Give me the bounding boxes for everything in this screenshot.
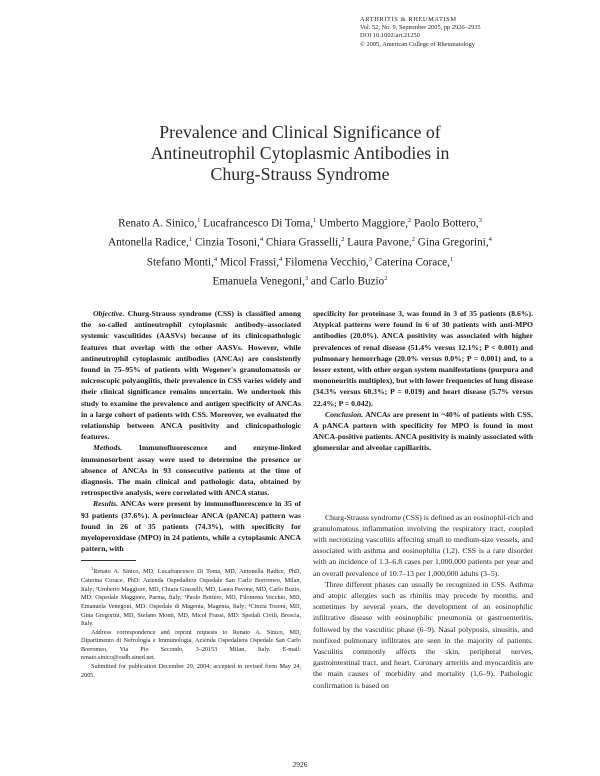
abstract-results-continued: specificity for proteinase 3, was found in 3 of 35 patients (8.6%). Atypical patterns were found in 6 of 30 patients with anti-MPO antibodies (20.0%). ANCA positivity was associated with higher prevalences of renal disease (51.4% versus 12.1%; P < 0.001) and pulmonary hemorrhage (20.0% versus 0.0%; P = 0.001) and, to a lesser extent, with other organ system manifestations (purpura and mononeuritis multiplex), but with lower frequencies of lung disease (34.3% versus 60.3%; P = 0.019) and heart disease (5.7% versus 22.4%; P = 0.042). [313,309,533,408]
footnote-correspondence [81,629,301,663]
author-affiliation: 2 [411,236,415,244]
abstract-text: Churg-Strauss syndrome (CSS) is classified among the so-called antineutrophil cytoplasmic antibody–associated systemic vasculitides (AASVs) because of its clinicopathologic features that overlap with the other AASVs. However, while antineutrophil cytoplasmic antibodies (ANCAs) are consistently found in 75–95% of patients with Wegener's granulomatosis or microscopic polyangiitis, their prevalence in CSS varies widely and their clinical significance remains uncertain. We undertook this study to examine the prevalence and antigen specificity of ANCAs in a large cohort of patients with CSS. Moreover, we evaluated the relationship between ANCA positivity and clinicopathologic features. [81,309,301,442]
paragraph-text: Churg-Strauss syndrome (CSS) is defined as an eosinophil-rich and granulomatous inflammation involving the respiratory tract, coupled with necrotizing vasculitis affecting small to medium-size vessels, and associated with asthma and eosinophilia (1,2). CSS is a rare disorder with an incidence of 1.3–6.8 cases per 1,000,000 patients per year and an overall prevalence of 10.7–13 per 1,000,000 adults (3–5). [313,512,533,578]
author-name: Cinzia Tosoni, [192,237,260,250]
author-affiliation: 1 [449,255,454,263]
footnote-text: Renato A. Sinico, MD, Lucafrancesco Di Toma, MD, Antonella Radice, PhD, Caterina Corace, PhD: Azienda Ospedaliera Ospedale San Carlo Borromeo, Milan, Italy; ²Umberto Maggiore, MD, Chiara Grasselli, MD, Laura Pavone, MD, Carlo Buzio, MD: Ospedale Maggiore, Parma, Italy; ³Paolo Bottero, MD, Filomena Vecchio, MD, Emanuela Venegoni, MD: Ospedale di Magenta, Magenta, Italy; ⁴Cinzia Tosoni, MD, Gina Gregorini, MD, Stefano Monti, MD, Micol Frassi, MD: Spedali Civili, Brescia, Italy. [81,568,301,628]
title-line: Churg-Strauss Syndrome [210,164,390,184]
author-name: Lucafrancesco Di Toma, [200,217,314,230]
intro-paragraph [313,579,533,691]
author-list [60,213,540,290]
author-affiliation: 1 [197,217,201,224]
author-name: Renato A. Sinico, [118,217,198,230]
abstract-results [81,498,301,554]
author-name: and Carlo Buzio [308,275,385,288]
footnote-text: Submitted for publication December 29, 2004; accepted in revised form May 24, 2005. [81,663,301,679]
abstract-label: Methods. [93,443,123,453]
author-affiliation: 1 [313,217,317,224]
author-affiliation: 4 [488,236,492,244]
author-affiliation: 4 [259,236,264,244]
left-column [81,308,301,680]
author-name: Laura Pavone, [344,237,412,250]
paragraph-text: Three different phases can usually be recognized in CSS. Asthma and atopic allergies such as rhinitis may precede by months, and sometimes by several years, the development of an eosinophilic infiltrative disease with eosinophilic pneumonia or gastroenteritis, followed by the vasculitic phase (6–9). Nasal polyposis, sinusitis, and nonfixed pulmonary infiltrates are seen in the majority of patients. Vasculitis commonly affects the skin, peripheral nerves, gastrointestinal tract, and heart. Coronary arteritis and myocarditis are the main causes of morbidity and mortality (1,6–9). Pathologic confirmation is based on [313,579,533,690]
author-line [60,213,540,232]
abstract-label: Objective. [93,309,125,318]
author-line [60,252,540,271]
abstract-text: ANCAs were present by immunofluorescence in 35 of 93 patients (37.6%). A perinuclear ANCA (pANCA) pattern was found in 26 of 35 patients (74.3%), with specificity for myeloperoxidase (MPO) in 24 patients, while a cytoplasmic ANCA pattern, with [81,499,301,554]
journal-volume: Vol. 52, No. 9, September 2005, pp 2926–2935 [360,24,481,32]
author-affiliation: 2 [341,236,345,244]
author-name: Micol Frassi, [217,256,279,269]
abstract-objective [81,308,301,442]
author-name: Antonella Radice, [108,237,189,250]
author-affiliation: 4 [213,255,218,263]
author-name: Stefano Monti, [146,256,214,269]
page-number: 2926 [292,760,308,769]
title-line: Antineutrophil Cytoplasmic Antibodies in [150,143,450,163]
author-line [60,271,540,290]
abstract-conclusion [313,409,533,454]
author-name: Umberto Maggiore, [316,217,408,230]
journal-name: ARTHRITIS & RHEUMATISM [360,16,457,23]
right-column [313,308,533,691]
journal-copyright: © 2005, American College of Rheumatology [360,40,475,48]
author-affiliation: 2 [384,274,388,282]
author-name: Filomena Vecchio, [282,256,369,269]
author-name: Caterina Corace, [371,256,450,269]
abstract-label: Results. [93,499,118,509]
intro-paragraph [313,512,533,579]
abstract-text: ANCAs are present in ~40% of patients with CSS. A pANCA pattern with specificity for MPO is found in most ANCA-positive patients. ANCA positivity is mainly associated with glomerular and alveolar capillaritis. [313,409,534,453]
author-affiliation: 1 [188,236,193,244]
footnote-submitted [81,663,301,680]
author-affiliation: 2 [407,217,412,224]
abstract-methods [81,442,301,498]
footnote-rule [81,560,136,561]
footnote-text: Address correspondence and reprint requests to Renato A. Sinico, MD, Dipartimento di Nefrologia e Immunologia, Azienda Ospedaliera Ospedale San Carlo Borromeo, Via Pio Secondo, 3–20153 Milan, Italy. E-mail: renato.sinico@osdb.sined.net. [81,628,301,662]
author-name: Emanuela Venegoni, [212,275,305,288]
journal-doi: DOI 10.1002/art.21250 [360,32,420,40]
abstract-label: Conclusion. [325,409,364,419]
footnote-affiliations: $^1$Renato A. Sinico, MD, Lucafrancesco Di Toma, MD, Antonella Radice, PhD, Caterina Corace, PhD: Azienda Ospedaliera Ospedale San Carlo Borromeo, Milan, Italy; ²Umberto Maggiore, MD, Chiara Grasselli, MD, Laura Pavone, MD, Carlo Buzio, MD: Ospedale Maggiore, Parma, Italy; ³Paolo Bottero, MD, Filomena Vecchio, MD, Emanuela Venegoni, MD: Ospedale di Magenta, Magenta, Italy; ⁴Cinzia Tosoni, MD, Gina Gregorini, MD, Stefano Monti, MD, Micol Frassi, MD: Spedali Civili, Brescia, Italy. [81,566,301,628]
author-name: Paolo Bottero, [411,217,479,230]
author-name: Gina Gregorini, [414,237,489,250]
author-affiliation: 3 [478,217,482,224]
author-affiliation: 3 [368,255,372,263]
article-title [60,122,540,185]
author-name: Chiara Grasselli, [263,237,342,250]
abstract-text: Immunofluorescence and enzyme-linked immunosorbent assay were used to determine the presence or absence of ANCAs in 93 consecutive patients at the time of diagnosis. The main clinical and pathologic data, obtained by retrospective analysis, were correlated with ANCA status. [81,443,301,498]
title-line: Prevalence and Clinical Significance of [159,122,441,142]
journal-header [360,16,560,49]
author-affiliation: 4 [279,255,283,263]
author-affiliation: 3 [304,274,309,282]
author-line [60,232,540,251]
